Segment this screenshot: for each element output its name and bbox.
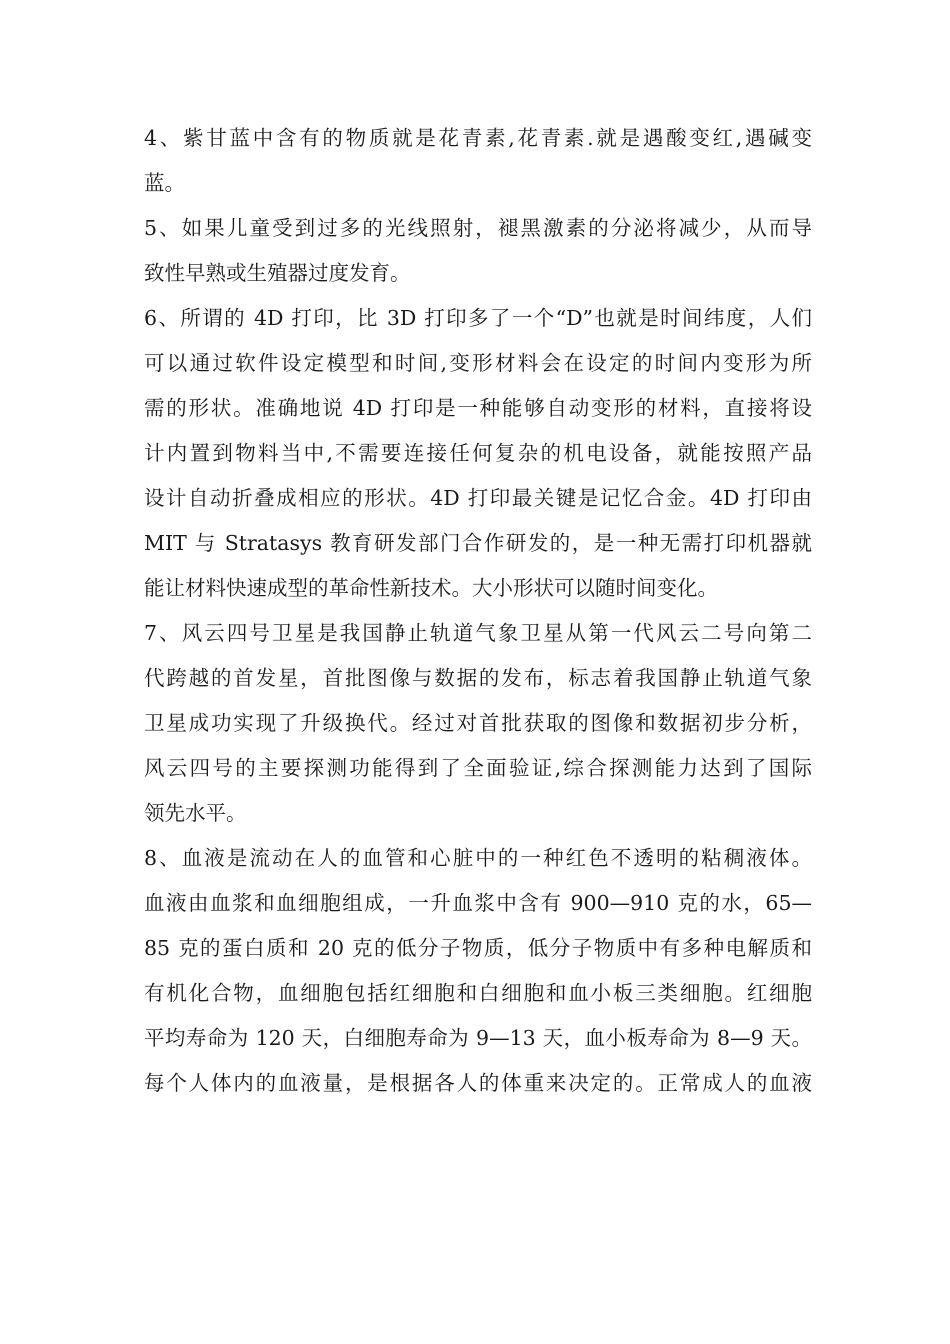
text-line: 7、风云四号卫星是我国静止轨道气象卫星从第一代风云二号向第二 bbox=[144, 621, 812, 645]
text-line: 可以通过软件设定模型和时间,变形材料会在设定的时间内变形为所 bbox=[144, 351, 812, 375]
text-line: 有机化合物，血细胞包括红细胞和白细胞和血小板三类细胞。红细胞 bbox=[144, 981, 812, 1005]
text-line: 计内置到物料当中,不需要连接任何复杂的机电设备，就能按照产品 bbox=[144, 441, 812, 465]
text-line: 代跨越的首发星，首批图像与数据的发布，标志着我国静止轨道气象 bbox=[144, 666, 812, 690]
text-line: 85 克的蛋白质和 20 克的低分子物质，低分子物质中有多种电解质和 bbox=[144, 936, 812, 960]
text-line: 4、紫甘蓝中含有的物质就是花青素,花青素.就是遇酸变红,遇碱变 bbox=[144, 126, 812, 150]
text-line: MIT 与 Stratasys 教育研发部门合作研发的，是一种无需打印机器就 bbox=[144, 531, 812, 555]
text-line: 每个人体内的血液量，是根据各人的体重来决定的。正常成人的血液 bbox=[144, 1071, 812, 1095]
paragraph-4 bbox=[144, 116, 812, 206]
text-line: 致性早熟或生殖器过度发育。 bbox=[144, 261, 411, 285]
text-line: 风云四号的主要探测功能得到了全面验证,综合探测能力达到了国际 bbox=[144, 756, 812, 780]
text-line: 设计自动折叠成相应的形状。4D 打印最关键是记忆合金。4D 打印由 bbox=[144, 486, 812, 510]
text-line: 蓝。 bbox=[144, 171, 185, 195]
text-line: 6、所谓的 4D 打印，比 3D 打印多了一个“D”也就是时间纬度，人们 bbox=[144, 306, 812, 330]
document-body bbox=[144, 116, 812, 1106]
paragraph-5 bbox=[144, 206, 812, 296]
text-line: 5、如果儿童受到过多的光线照射，褪黑激素的分泌将减少，从而导 bbox=[144, 216, 812, 240]
text-line: 血液由血浆和血细胞组成，一升血浆中含有 900—910 克的水，65— bbox=[144, 891, 812, 915]
text-line: 领先水平。 bbox=[144, 801, 247, 825]
paragraph-6 bbox=[144, 296, 812, 611]
paragraph-8 bbox=[144, 836, 812, 1106]
text-line: 需的形状。准确地说 4D 打印是一种能够自动变形的材料，直接将设 bbox=[144, 396, 812, 420]
paragraph-7 bbox=[144, 611, 812, 836]
text-line: 卫星成功实现了升级换代。经过对首批获取的图像和数据初步分析， bbox=[144, 711, 812, 735]
text-line: 能让材料快速成型的革命性新技术。大小形状可以随时间变化。 bbox=[144, 576, 718, 600]
text-line: 平均寿命为 120 天，白细胞寿命为 9—13 天，血小板寿命为 8—9 天。 bbox=[144, 1026, 812, 1050]
text-line: 8、血液是流动在人的血管和心脏中的一种红色不透明的粘稠液体。 bbox=[144, 846, 812, 870]
